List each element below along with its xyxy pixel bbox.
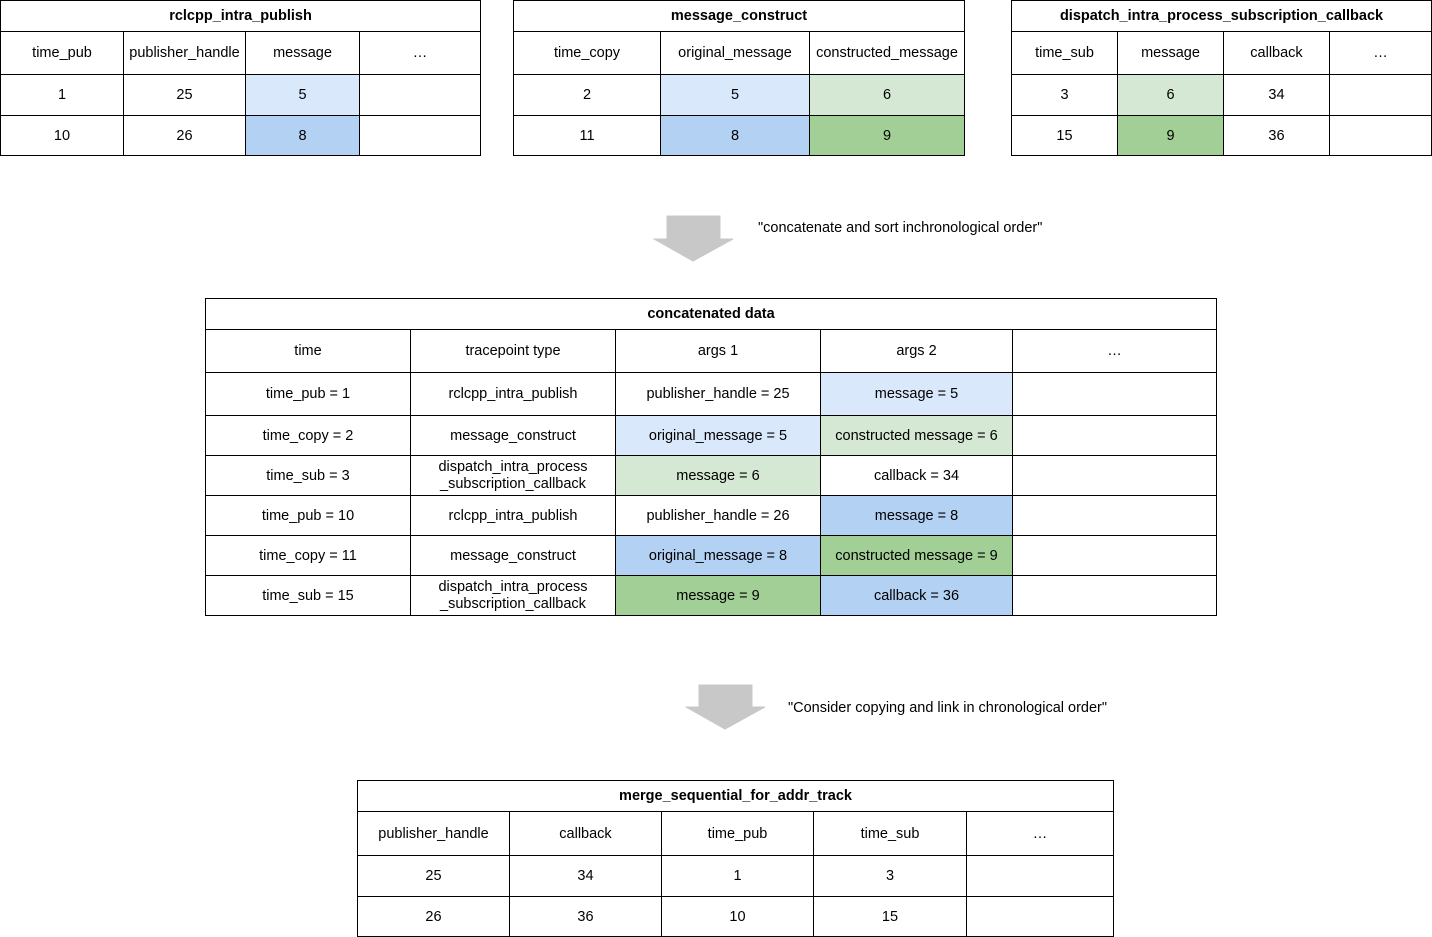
table-cell: 5 <box>661 75 810 116</box>
table-cell: rclcpp_intra_publish <box>411 496 616 536</box>
table-row <box>206 536 1217 576</box>
table-cell: message = 9 <box>616 576 821 616</box>
table-cell: 11 <box>514 116 661 156</box>
table-row <box>206 456 1217 496</box>
step-note-link: "Consider copying and link in chronological order" <box>788 700 1107 716</box>
table-title: concatenated data <box>206 299 1217 330</box>
table-row <box>514 75 965 116</box>
table-cell <box>1013 416 1217 456</box>
table-row <box>206 373 1217 416</box>
table-cell: time_sub = 3 <box>206 456 411 496</box>
table-cell: 34 <box>1224 75 1330 116</box>
table-cell: 25 <box>124 75 246 116</box>
column-header: … <box>1013 330 1217 373</box>
table-cell <box>360 75 481 116</box>
column-header: … <box>1330 32 1432 75</box>
table-cell: rclcpp_intra_publish <box>411 373 616 416</box>
table-cell <box>1330 75 1432 116</box>
table-row <box>1012 116 1432 156</box>
column-header: publisher_handle <box>124 32 246 75</box>
table-cell: 10 <box>1 116 124 156</box>
column-header: callback <box>1224 32 1330 75</box>
table-cell <box>1013 456 1217 496</box>
column-header: args 2 <box>821 330 1013 373</box>
table-row <box>358 897 1114 937</box>
column-header: publisher_handle <box>358 812 510 856</box>
column-header: … <box>967 812 1114 856</box>
column-header: tracepoint type <box>411 330 616 373</box>
table-cell: 36 <box>510 897 662 937</box>
table-cell: message = 6 <box>616 456 821 496</box>
table-cell: message = 8 <box>821 496 1013 536</box>
table-cell <box>967 856 1114 897</box>
table-cell: time_sub = 15 <box>206 576 411 616</box>
table-cell <box>1013 496 1217 536</box>
table-cell: publisher_handle = 25 <box>616 373 821 416</box>
table-row <box>514 116 965 156</box>
table-row <box>206 416 1217 456</box>
table-cell: message = 5 <box>821 373 1013 416</box>
table-dispatch-callback <box>1011 0 1432 156</box>
table-cell <box>1013 576 1217 616</box>
table-cell: callback = 36 <box>821 576 1013 616</box>
table-cell: 6 <box>810 75 965 116</box>
table-cell: 3 <box>814 856 967 897</box>
column-header: message <box>1118 32 1224 75</box>
table-cell: 9 <box>1118 116 1224 156</box>
column-header: callback <box>510 812 662 856</box>
table-cell: dispatch_intra_process _subscription_callback <box>411 456 616 496</box>
table-cell: 10 <box>662 897 814 937</box>
table-cell: time_copy = 2 <box>206 416 411 456</box>
table-title: merge_sequential_for_addr_track <box>358 781 1114 812</box>
table-cell <box>967 897 1114 937</box>
step-note-concatenate: "concatenate and sort inchronological order" <box>758 220 1043 236</box>
table-cell: 34 <box>510 856 662 897</box>
table-cell: constructed message = 9 <box>821 536 1013 576</box>
table-title: dispatch_intra_process_subscription_callback <box>1012 1 1432 32</box>
table-cell: 3 <box>1012 75 1118 116</box>
table-cell <box>1013 373 1217 416</box>
table-row <box>1 116 481 156</box>
table-cell: message_construct <box>411 536 616 576</box>
table-cell: 26 <box>124 116 246 156</box>
column-header: message <box>246 32 360 75</box>
table-cell <box>1013 536 1217 576</box>
table-row <box>1012 75 1432 116</box>
table-cell <box>1330 116 1432 156</box>
table-concatenated-data <box>205 298 1217 616</box>
table-cell: 8 <box>661 116 810 156</box>
table-merge-sequential <box>357 780 1114 937</box>
down-arrow-icon <box>653 215 735 262</box>
column-header: … <box>360 32 481 75</box>
table-row <box>358 856 1114 897</box>
table-row <box>1 75 481 116</box>
table-cell: 2 <box>514 75 661 116</box>
column-header: args 1 <box>616 330 821 373</box>
table-row <box>206 496 1217 536</box>
column-header: time <box>206 330 411 373</box>
table-cell <box>360 116 481 156</box>
column-header: time_pub <box>1 32 124 75</box>
column-header: time_copy <box>514 32 661 75</box>
table-cell: time_copy = 11 <box>206 536 411 576</box>
table-cell: 26 <box>358 897 510 937</box>
table-cell: 36 <box>1224 116 1330 156</box>
table-cell: 15 <box>1012 116 1118 156</box>
table-cell: callback = 34 <box>821 456 1013 496</box>
table-cell: publisher_handle = 26 <box>616 496 821 536</box>
table-cell: original_message = 8 <box>616 536 821 576</box>
table-cell: 1 <box>1 75 124 116</box>
table-cell: time_pub = 10 <box>206 496 411 536</box>
column-header: time_sub <box>1012 32 1118 75</box>
table-cell: 5 <box>246 75 360 116</box>
table-title: rclcpp_intra_publish <box>1 1 481 32</box>
column-header: time_pub <box>662 812 814 856</box>
down-arrow-icon <box>685 684 767 730</box>
table-cell: message_construct <box>411 416 616 456</box>
table-row <box>206 576 1217 616</box>
table-rclcpp-intra-publish <box>0 0 481 156</box>
table-cell: 9 <box>810 116 965 156</box>
table-cell: 15 <box>814 897 967 937</box>
table-cell: 6 <box>1118 75 1224 116</box>
table-cell: original_message = 5 <box>616 416 821 456</box>
column-header: constructed_message <box>810 32 965 75</box>
table-cell: dispatch_intra_process _subscription_callback <box>411 576 616 616</box>
table-cell: time_pub = 1 <box>206 373 411 416</box>
table-cell: constructed message = 6 <box>821 416 1013 456</box>
column-header: original_message <box>661 32 810 75</box>
table-message-construct <box>513 0 965 156</box>
table-title: message_construct <box>514 1 965 32</box>
table-cell: 1 <box>662 856 814 897</box>
column-header: time_sub <box>814 812 967 856</box>
table-cell: 8 <box>246 116 360 156</box>
table-cell: 25 <box>358 856 510 897</box>
